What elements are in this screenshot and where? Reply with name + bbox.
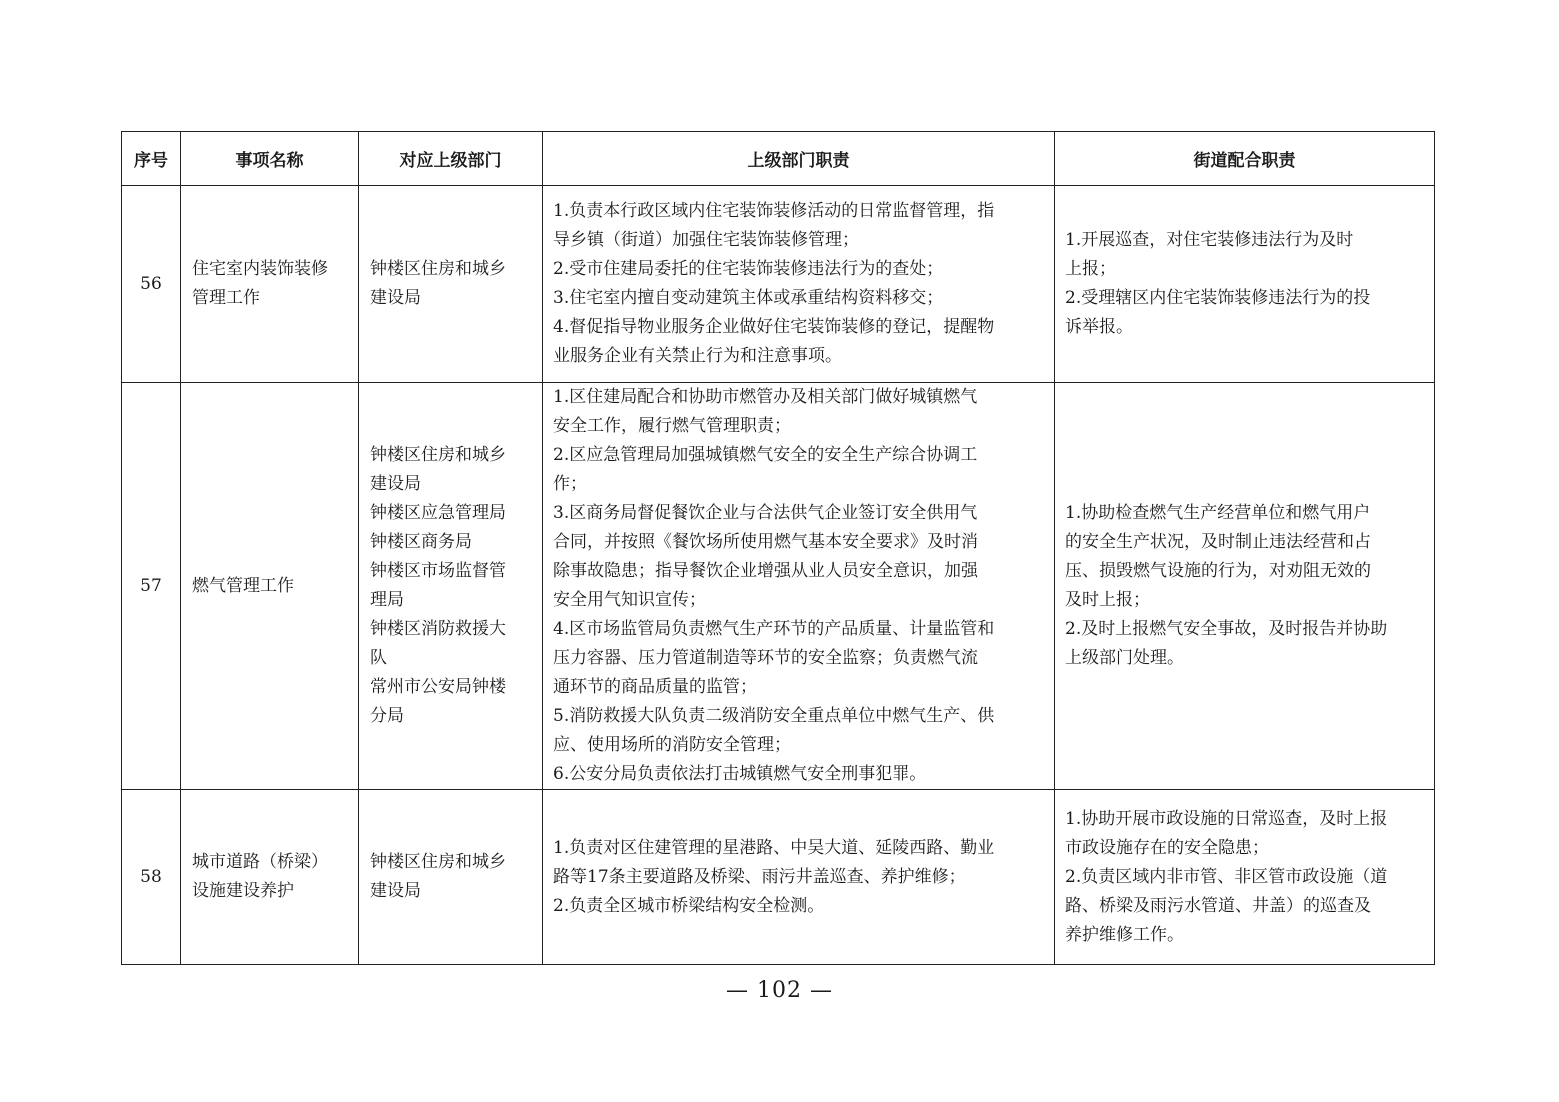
duty-line: 安全工作，履行燃气管理职责； — [553, 416, 791, 436]
street-duty-line: 路、桥梁及雨污水管道、井盖）的巡查及 — [1065, 895, 1371, 916]
street-duty-line: 上级部门处理。 — [1065, 648, 1184, 668]
street-duty-line: 的安全生产状况，及时制止违法经营和占 — [1065, 532, 1371, 552]
superior-duty-cell — [543, 383, 1055, 790]
street-duty-line: 1.开展巡查，对住宅装修违法行为及时 — [1065, 230, 1354, 250]
duty-line: 2.区应急管理局加强城镇燃气安全的安全生产综合协调工 — [553, 445, 978, 465]
item-name-line: 设施建设养护 — [192, 881, 294, 901]
item-name-line: 住宅室内装饰装修 — [192, 259, 328, 279]
street-duty-line: 1.协助开展市政设施的日常巡查，及时上报 — [1065, 808, 1388, 829]
duty-line: 作； — [553, 474, 587, 494]
header-street-duties: 街道配合职责 — [1055, 132, 1435, 186]
table-row — [122, 186, 1435, 383]
duty-line: 3.区商务局督促餐饮企业与合法供气企业签订安全供用气 — [553, 503, 978, 523]
department-line: 队 — [370, 648, 387, 668]
duty-line: 1.负责本行政区域内住宅装饰装修活动的日常监督管理，指 — [553, 201, 995, 221]
header-serial-number: 序号 — [122, 132, 181, 186]
department-line: 理局 — [370, 590, 404, 610]
department-line: 钟楼区住房和城乡 — [370, 852, 506, 872]
department-line: 常州市公安局钟楼 — [370, 677, 506, 697]
street-duty-cell — [1055, 186, 1435, 383]
street-duty-line: 及时上报； — [1065, 590, 1150, 610]
street-duty-line: 2.负责区域内非市管、非区管市政设施（道 — [1065, 866, 1388, 887]
duty-line: 1.负责对区住建管理的星港路、中吴大道、延陵西路、勤业 — [553, 837, 995, 858]
duty-line: 合同，并按照《餐饮场所使用燃气基本安全要求》及时消 — [553, 532, 978, 552]
department-line: 钟楼区商务局 — [370, 532, 472, 552]
duty-line: 3.住宅室内擅自变动建筑主体或承重结构资料移交； — [553, 288, 944, 308]
duty-line: 4.督促指导物业服务企业做好住宅装饰装修的登记，提醒物 — [553, 317, 995, 337]
street-duty-line: 压、损毁燃气设施的行为，对劝阻无效的 — [1065, 561, 1371, 581]
table-row — [122, 790, 1435, 965]
street-duty-line: 1.协助检查燃气生产经营单位和燃气用户 — [1065, 503, 1371, 523]
duty-line: 2.受市住建局委托的住宅装饰装修违法行为的查处； — [553, 259, 944, 279]
street-duty-line: 2.及时上报燃气安全事故，及时报告并协助 — [1065, 619, 1388, 639]
item-name-cell — [181, 186, 359, 383]
header-superior-department: 对应上级部门 — [359, 132, 543, 186]
header-superior-duties: 上级部门职责 — [543, 132, 1055, 186]
duty-line: 安全用气知识宣传； — [553, 590, 706, 610]
street-duty-line: 2.受理辖区内住宅装饰装修违法行为的投 — [1065, 288, 1371, 308]
superior-duty-cell — [543, 790, 1055, 965]
row-number: 58 — [122, 790, 181, 965]
street-duty-cell — [1055, 790, 1435, 965]
department-line: 钟楼区市场监督管 — [370, 561, 506, 581]
department-line: 建设局 — [370, 881, 421, 901]
duty-line: 除事故隐患；指导餐饮企业增强从业人员安全意识，加强 — [553, 561, 978, 581]
table-header-row — [122, 132, 1435, 186]
duty-line: 路等17条主要道路及桥梁、雨污井盖巡查、养护维修； — [553, 866, 966, 887]
department-cell — [359, 790, 543, 965]
department-line: 钟楼区应急管理局 — [370, 503, 506, 523]
table-row — [122, 383, 1435, 790]
street-duty-line: 上报； — [1065, 259, 1116, 279]
department-cell — [359, 383, 543, 790]
duty-line: 1.区住建局配合和协助市燃管办及相关部门做好城镇燃气 — [553, 387, 978, 407]
header-item-name: 事项名称 — [181, 132, 359, 186]
duty-line: 通环节的商品质量的监管； — [553, 677, 757, 697]
duty-line: 4.区市场监管局负责燃气生产环节的产品质量、计量监管和 — [553, 619, 995, 639]
page-number: — 102 — — [726, 978, 833, 1003]
item-name-line: 燃气管理工作 — [192, 575, 294, 596]
department-line: 分局 — [370, 706, 404, 726]
department-cell — [359, 186, 543, 383]
superior-duty-cell — [543, 186, 1055, 383]
responsibility-table — [121, 131, 1435, 965]
duty-line: 导乡镇（街道）加强住宅装饰装修管理； — [553, 230, 859, 250]
duty-line: 压力容器、压力管道制造等环节的安全监察；负责燃气流 — [553, 648, 978, 668]
street-duty-line: 养护维修工作。 — [1065, 924, 1184, 945]
item-name-cell — [181, 383, 359, 790]
row-number: 56 — [122, 186, 181, 383]
street-duty-line: 市政设施存在的安全隐患； — [1065, 837, 1269, 858]
item-name-line: 城市道路（桥梁） — [192, 852, 328, 872]
street-duty-line: 诉举报。 — [1065, 317, 1133, 337]
duty-line: 6.公安分局负责依法打击城镇燃气安全刑事犯罪。 — [553, 764, 927, 784]
department-line: 建设局 — [370, 474, 421, 494]
street-duty-cell — [1055, 383, 1435, 790]
row-number: 57 — [122, 383, 181, 790]
department-line: 钟楼区住房和城乡 — [370, 259, 506, 279]
duty-line: 应、使用场所的消防安全管理； — [553, 735, 791, 755]
item-name-line: 管理工作 — [192, 288, 260, 308]
duty-line: 2.负责全区城市桥梁结构安全检测。 — [553, 895, 825, 916]
department-line: 建设局 — [370, 288, 421, 308]
department-line: 钟楼区住房和城乡 — [370, 445, 506, 465]
duty-line: 业服务企业有关禁止行为和注意事项。 — [553, 346, 842, 366]
department-line: 钟楼区消防救援大 — [370, 619, 506, 639]
item-name-cell — [181, 790, 359, 965]
duty-line: 5.消防救援大队负责二级消防安全重点单位中燃气生产、供 — [553, 706, 995, 726]
